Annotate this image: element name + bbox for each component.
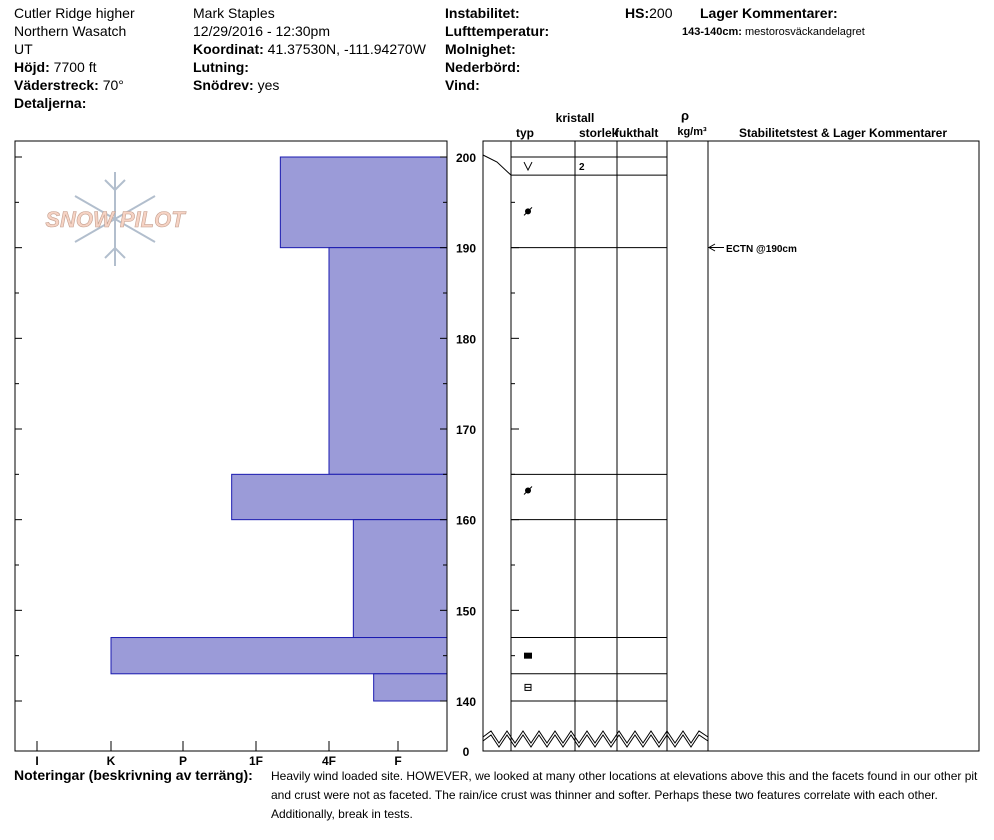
coord-label: Koordinat: xyxy=(193,41,264,57)
clouds-label: Molnighet: xyxy=(445,41,516,57)
layer-table-frame xyxy=(483,141,708,751)
hardness-bar-4 xyxy=(111,638,447,674)
aspect-value: 70° xyxy=(102,77,124,93)
stability-test-label: ECTN @190cm xyxy=(726,244,797,255)
height-tick-label-170: 170 xyxy=(455,423,477,437)
hardness-bar-5 xyxy=(374,674,447,701)
notes-text: Heavily wind loaded site. HOWEVER, we looked at many other locations at elevations above this and the facets found in our other pit and crust were not as faceted. The rain/ice crust was thinner and softer. Perhaps these two features correlate with each other. Additionally, break in tests. xyxy=(271,769,978,821)
mountain-range: Northern Wasatch xyxy=(14,23,127,39)
height-tick-label-140: 140 xyxy=(455,695,477,709)
hs-value: 200 xyxy=(649,5,673,21)
elevation-value: 7700 ft xyxy=(53,59,97,75)
precip-label: Nederbörd: xyxy=(445,59,521,75)
drift-value: yes xyxy=(257,77,280,93)
hardness-bar-1 xyxy=(329,248,447,475)
coord-value: 41.37530N, -111.94270W xyxy=(267,41,426,57)
left-edge-ticks xyxy=(15,157,22,701)
drift-label: Snödrev: xyxy=(193,77,254,93)
wind-label: Vind: xyxy=(445,77,480,93)
axis-break-marker xyxy=(483,731,708,743)
col-header-density-unit: kg/m³ xyxy=(677,126,707,138)
height-tick-label-180: 180 xyxy=(455,332,477,347)
precipitation-particles-icon xyxy=(524,162,532,170)
location-name: Cutler Ridge higher xyxy=(14,5,135,21)
hs-label: HS: xyxy=(625,5,650,21)
aspect-label: Väderstreck: xyxy=(14,77,99,93)
height-tick-label-160: 160 xyxy=(455,513,477,528)
col-header-type: typ xyxy=(516,126,534,140)
height-tick-label-190: 190 xyxy=(455,241,477,256)
layer-comment-range: 143-140cm: xyxy=(682,26,742,38)
col-header-size: storlek xyxy=(579,126,619,140)
hardness-tick-label-5: F xyxy=(394,754,402,765)
height-tick-label-150: 150 xyxy=(455,604,477,619)
hardness-axis xyxy=(35,741,401,765)
layer-size-label: 2 xyxy=(579,162,585,174)
col-header-stability: Stabilitetstest & Lager Kommentarer xyxy=(738,126,948,140)
stability-frame xyxy=(708,141,979,751)
height-tick-label-0: 0 xyxy=(462,745,470,759)
layer-comments-label: Lager Kommentarer: xyxy=(700,5,838,21)
hardness-bar-2 xyxy=(232,474,447,519)
observer: Mark Staples xyxy=(193,5,275,21)
logo-text: SNOW PILOT xyxy=(45,207,185,232)
elevation-label: Höjd: xyxy=(14,59,50,75)
hardness-bars xyxy=(111,157,447,701)
notes-label: Noteringar (beskrivning av terräng): xyxy=(14,767,253,783)
layer-symbols xyxy=(524,162,585,690)
layer-connector xyxy=(483,155,511,175)
hardness-bar-0 xyxy=(280,157,447,248)
slope-label: Lutning: xyxy=(193,59,249,75)
hardness-tick-label-1: K xyxy=(106,754,116,765)
datetime: 12/29/2016 - 12:30pm xyxy=(193,23,330,39)
ice-crust-icon xyxy=(524,653,532,659)
hardness-bar-3 xyxy=(353,520,447,638)
hardness-tick-label-4: 4F xyxy=(321,754,337,765)
air-temp-label: Lufttemperatur: xyxy=(445,23,550,39)
layer-comment-text: mestorosväckandelagret xyxy=(745,26,865,38)
table-height-ticks xyxy=(511,157,519,701)
hardness-tick-label-2: P xyxy=(178,754,188,765)
col-header-rho: ρ xyxy=(680,108,690,123)
state: UT xyxy=(14,41,33,57)
col-header-moisture: fukthalt xyxy=(615,126,659,140)
hardness-tick-label-0: I xyxy=(35,754,39,765)
instability-label: Instabilitet: xyxy=(445,5,520,21)
details-label: Detaljerna: xyxy=(14,95,87,111)
hardness-tick-label-3: 1F xyxy=(248,754,264,765)
height-tick-label-200: 200 xyxy=(455,151,477,165)
col-header-crystal: kristall xyxy=(555,111,595,125)
